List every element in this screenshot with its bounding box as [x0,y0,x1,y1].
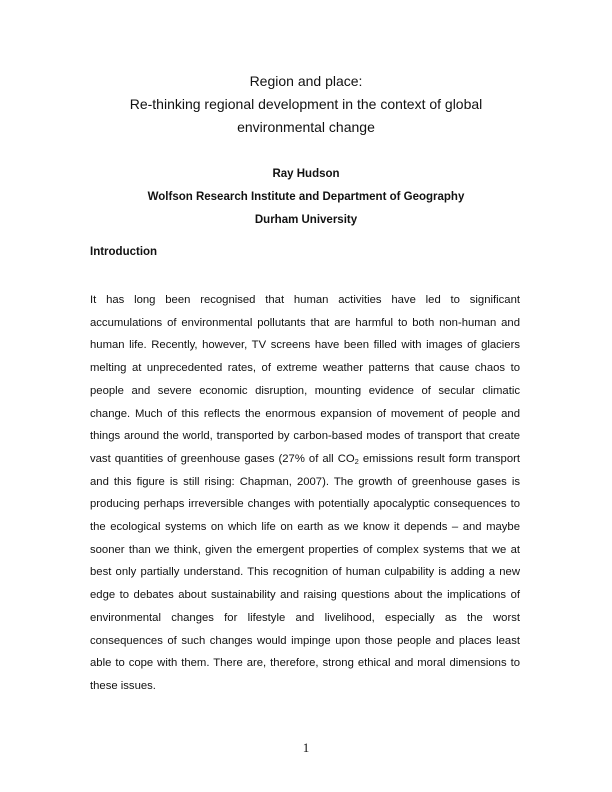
author-name: Ray Hudson [272,168,340,180]
body-paragraph [90,289,520,698]
section-heading: Introduction [90,246,158,258]
paragraph-text-part-2: emissions result form transport and this figure is still rising: Chapman, 2007). The growth of greenhouse gases is producing perhaps irreversible changes with potentially apocalyptic consequences to the ecological systems on which life on earth as we know it depends – and maybe sooner than we think, given the emergent properties of complex systems that we at best only partially understand. This recognition of human culpability is adding a new edge to debates about sustainability and raising questions about the implications of environmental changes for lifestyle and livelihood, especially as the worst consequences of such changes would impinge upon those people and places least able to cope with them. There are, therefore, strong ethical and moral dimensions to these issues. [90,452,520,692]
title-line-2: Re-thinking regional development in the context of global [129,96,483,112]
author-block [60,163,552,232]
paper-title [60,70,552,139]
author-university: Durham University [254,214,358,226]
page-number: 1 [302,740,310,755]
paragraph-text-part-1: It has long been recognised that human activities have led to significant accumulations of environmental pollutants that are harmful to both non-human and human life. Recently, however, TV screens have been filled with images of glaciers melting at unprecedented rates, of extreme weather patterns that cause chaos to people and severe economic disruption, mounting evidence of secular climatic change. Much of this reflects the enormous expansion of movement of people and things around the world, transported by carbon-based modes of transport that create vast quantities of greenhouse gases (27% of all CO [90,294,520,465]
co2-subscript: 2 [354,456,359,466]
title-line-1: Region and place: [249,73,363,89]
title-line-3: environmental change [237,119,375,135]
author-affiliation: Wolfson Research Institute and Department of Geography [147,191,465,203]
